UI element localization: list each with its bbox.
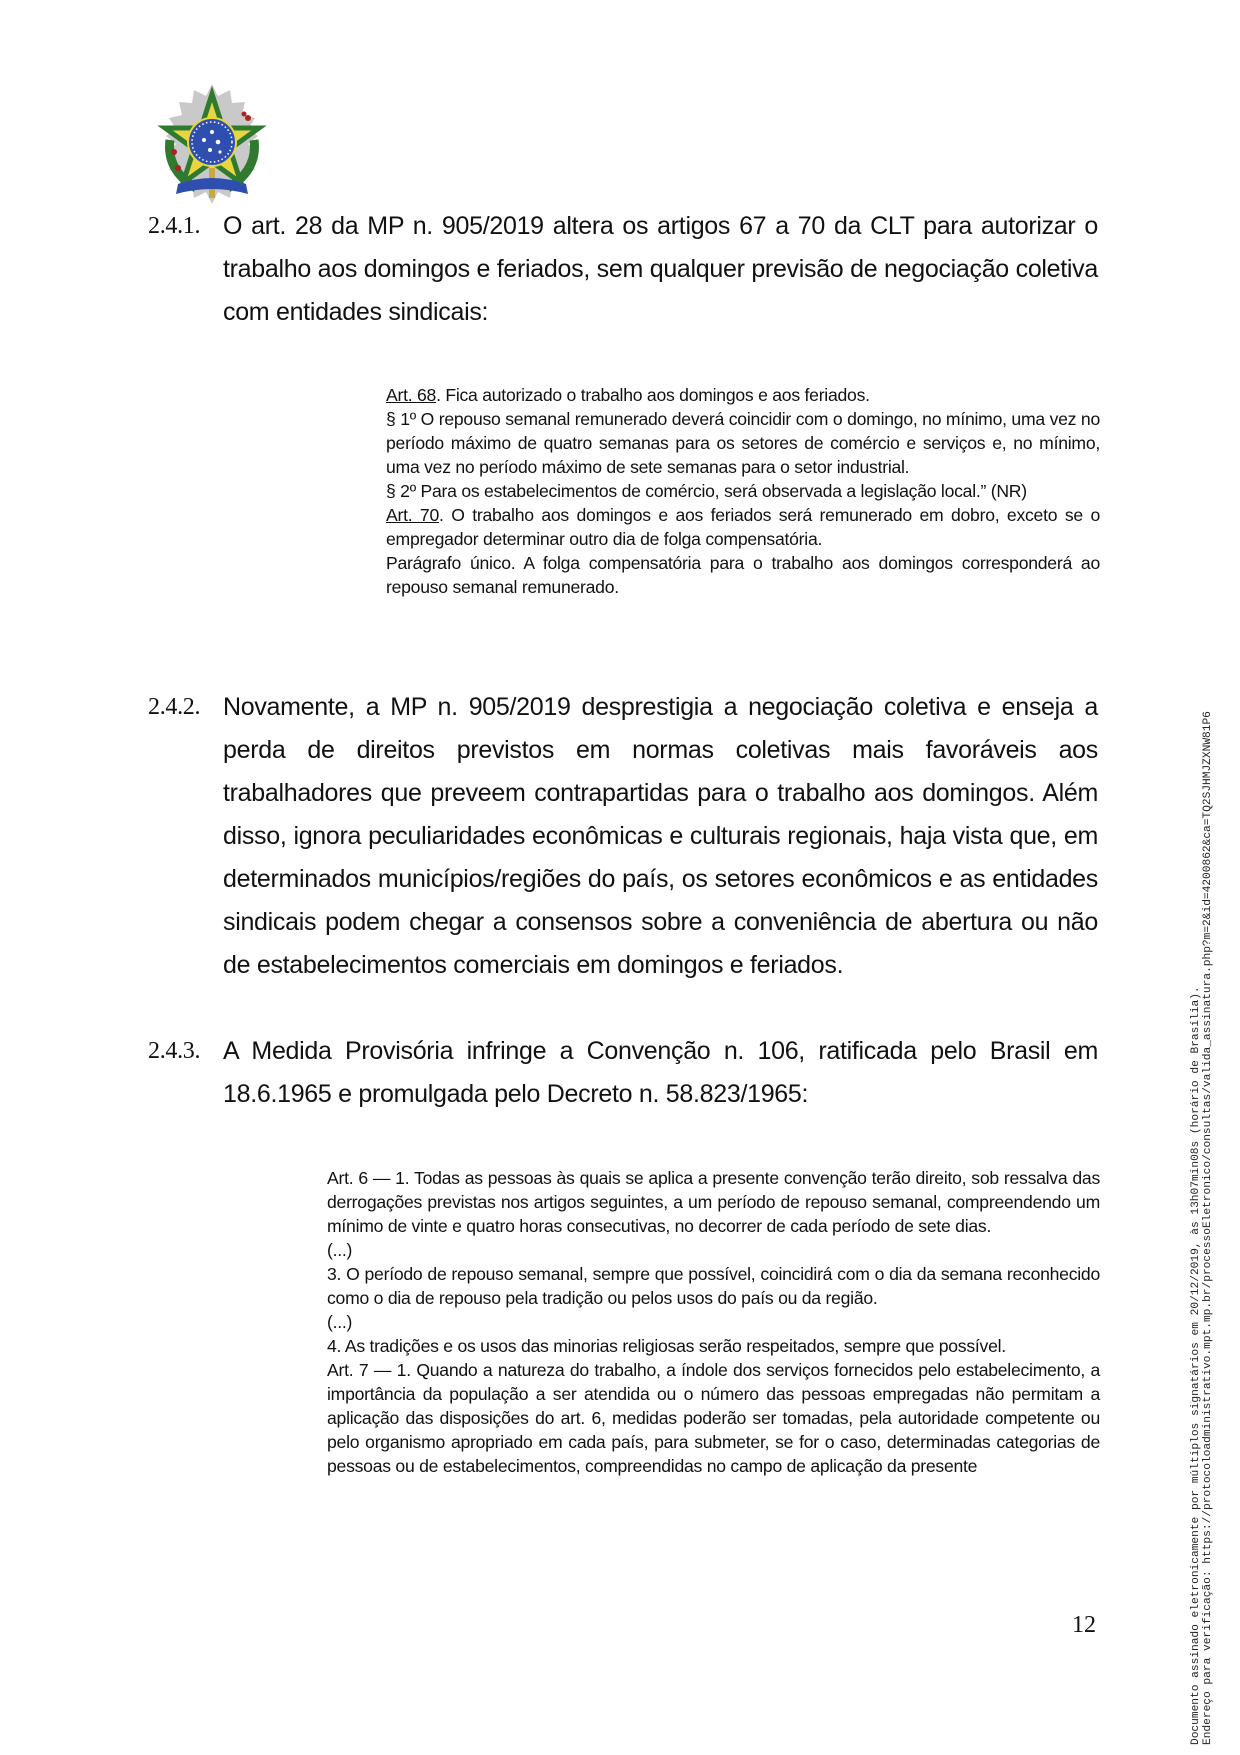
art-70-label: Art. 70 [386,505,439,525]
section-2-4-3 [148,1030,1098,1116]
section-text: A Medida Provisória infringe a Convenção n. 106, ratificada pelo Brasil em 18.6.1965 e promulgada pelo Decreto n. 58.823/1965: [223,1037,1098,1108]
art-7-item-1: Art. 7 — 1. Quando a natureza do trabalho, a índole dos serviços fornecidos pelo estabelecimento, a importância da população a ser atendida ou o número das pessoas empregadas não permitam a aplicação das disposições do art. 6, medidas poderão ser tomadas, pela autoridade competente ou pelo organismo apropriado em cada país, para submeter, se for o caso, determinadas categorias de pessoas ou de estabelecimentos, compreendidas no campo de aplicação da presente [327,1360,1100,1476]
page-number: 12 [1072,1612,1096,1638]
blockquote-convention-106 [327,1166,1100,1478]
art-68: Art. 68. Fica autorizado o trabalho aos domingos e aos feriados. [386,385,870,405]
section-2-4-2 [148,686,1098,987]
art-6-item-4: 4. As tradições e os usos das minorias religiosas serão respeitados, sempre que possível. [327,1336,1006,1356]
art-6-item-3: 3. O período de repouso semanal, sempre que possível, coincidirá com o dia da semana reconhecido como o dia de repouso pela tradição ou pelos usos do país ou da região. [327,1264,1100,1308]
section-number: 2.4.2. [148,694,201,720]
section-number: 2.4.1. [148,213,201,239]
art-68-paragraph-2: § 2º Para os estabelecimentos de comércio, será observada a legislação local.” (NR) [386,481,1027,501]
section-text: Novamente, a MP n. 905/2019 desprestigia a negociação coletiva e enseja a perda de direitos previstos em normas coletivas mais favoráveis aos trabalhadores que preveem contrapartidas para o trabalho aos domingos. Além disso, ignora peculiaridades econômicas e culturais regionais, haja vista que, em determinados municípios/regiões do país, os setores econômicos e as entidades sindicais podem chegar a consensos sobre a conveniência de abertura ou não de estabelecimentos comerciais em domingos e feriados. [223,693,1098,979]
art-68-label: Art. 68 [386,385,437,405]
verification-url[interactable]: Endereço para verificação: https://protocoloadministrativo.mpt.mp.br/processoEletronico/consultas/valida_assinatura.php?m=2&id=4200862&ca=TQ2SJHMJZXNW81P6 [1202,711,1214,1745]
signature-stamp [1190,545,1214,1745]
art-70: Art. 70. O trabalho aos domingos e aos feriados será remunerado em dobro, exceto se o empregador determinar outro dia de folga compensatória. [386,505,1100,549]
ellipsis: (...) [327,1240,353,1260]
signature-stamp-line-1: Documento assinado eletronicamente por múltiplos signatários em 20/12/2019, às 13h07min08s (horário de Brasília). [1190,986,1202,1745]
art-70-paragraph-unico: Parágrafo único. A folga compensatória para o trabalho aos domingos corresponderá ao repouso semanal remunerado. [386,553,1100,597]
art-6-item-1: Art. 6 — 1. Todas as pessoas às quais se aplica a presente convenção terão direito, sob ressalva das derrogações previstas nos artigos seguintes, a um período de repouso semanal, compreendendo um mínimo de vinte e quatro horas consecutivas, no decorrer de cada período de sete dias. [327,1168,1100,1236]
section-number: 2.4.3. [148,1038,201,1064]
coat-of-arms-icon [148,80,276,208]
ellipsis: (...) [327,1312,353,1332]
section-text: O art. 28 da MP n. 905/2019 altera os artigos 67 a 70 da CLT para autorizar o trabalho aos domingos e feriados, sem qualquer previsão de negociação coletiva com entidades sindicais: [223,212,1098,326]
section-2-4-1 [148,205,1098,334]
blockquote-clt [386,383,1100,599]
art-68-paragraph-1: § 1º O repouso semanal remunerado deverá coincidir com o domingo, no mínimo, uma vez no período máximo de quatro semanas para os setores de comércio e serviços e, no mínimo, uma vez no período máximo de sete semanas para o setor industrial. [386,409,1100,477]
